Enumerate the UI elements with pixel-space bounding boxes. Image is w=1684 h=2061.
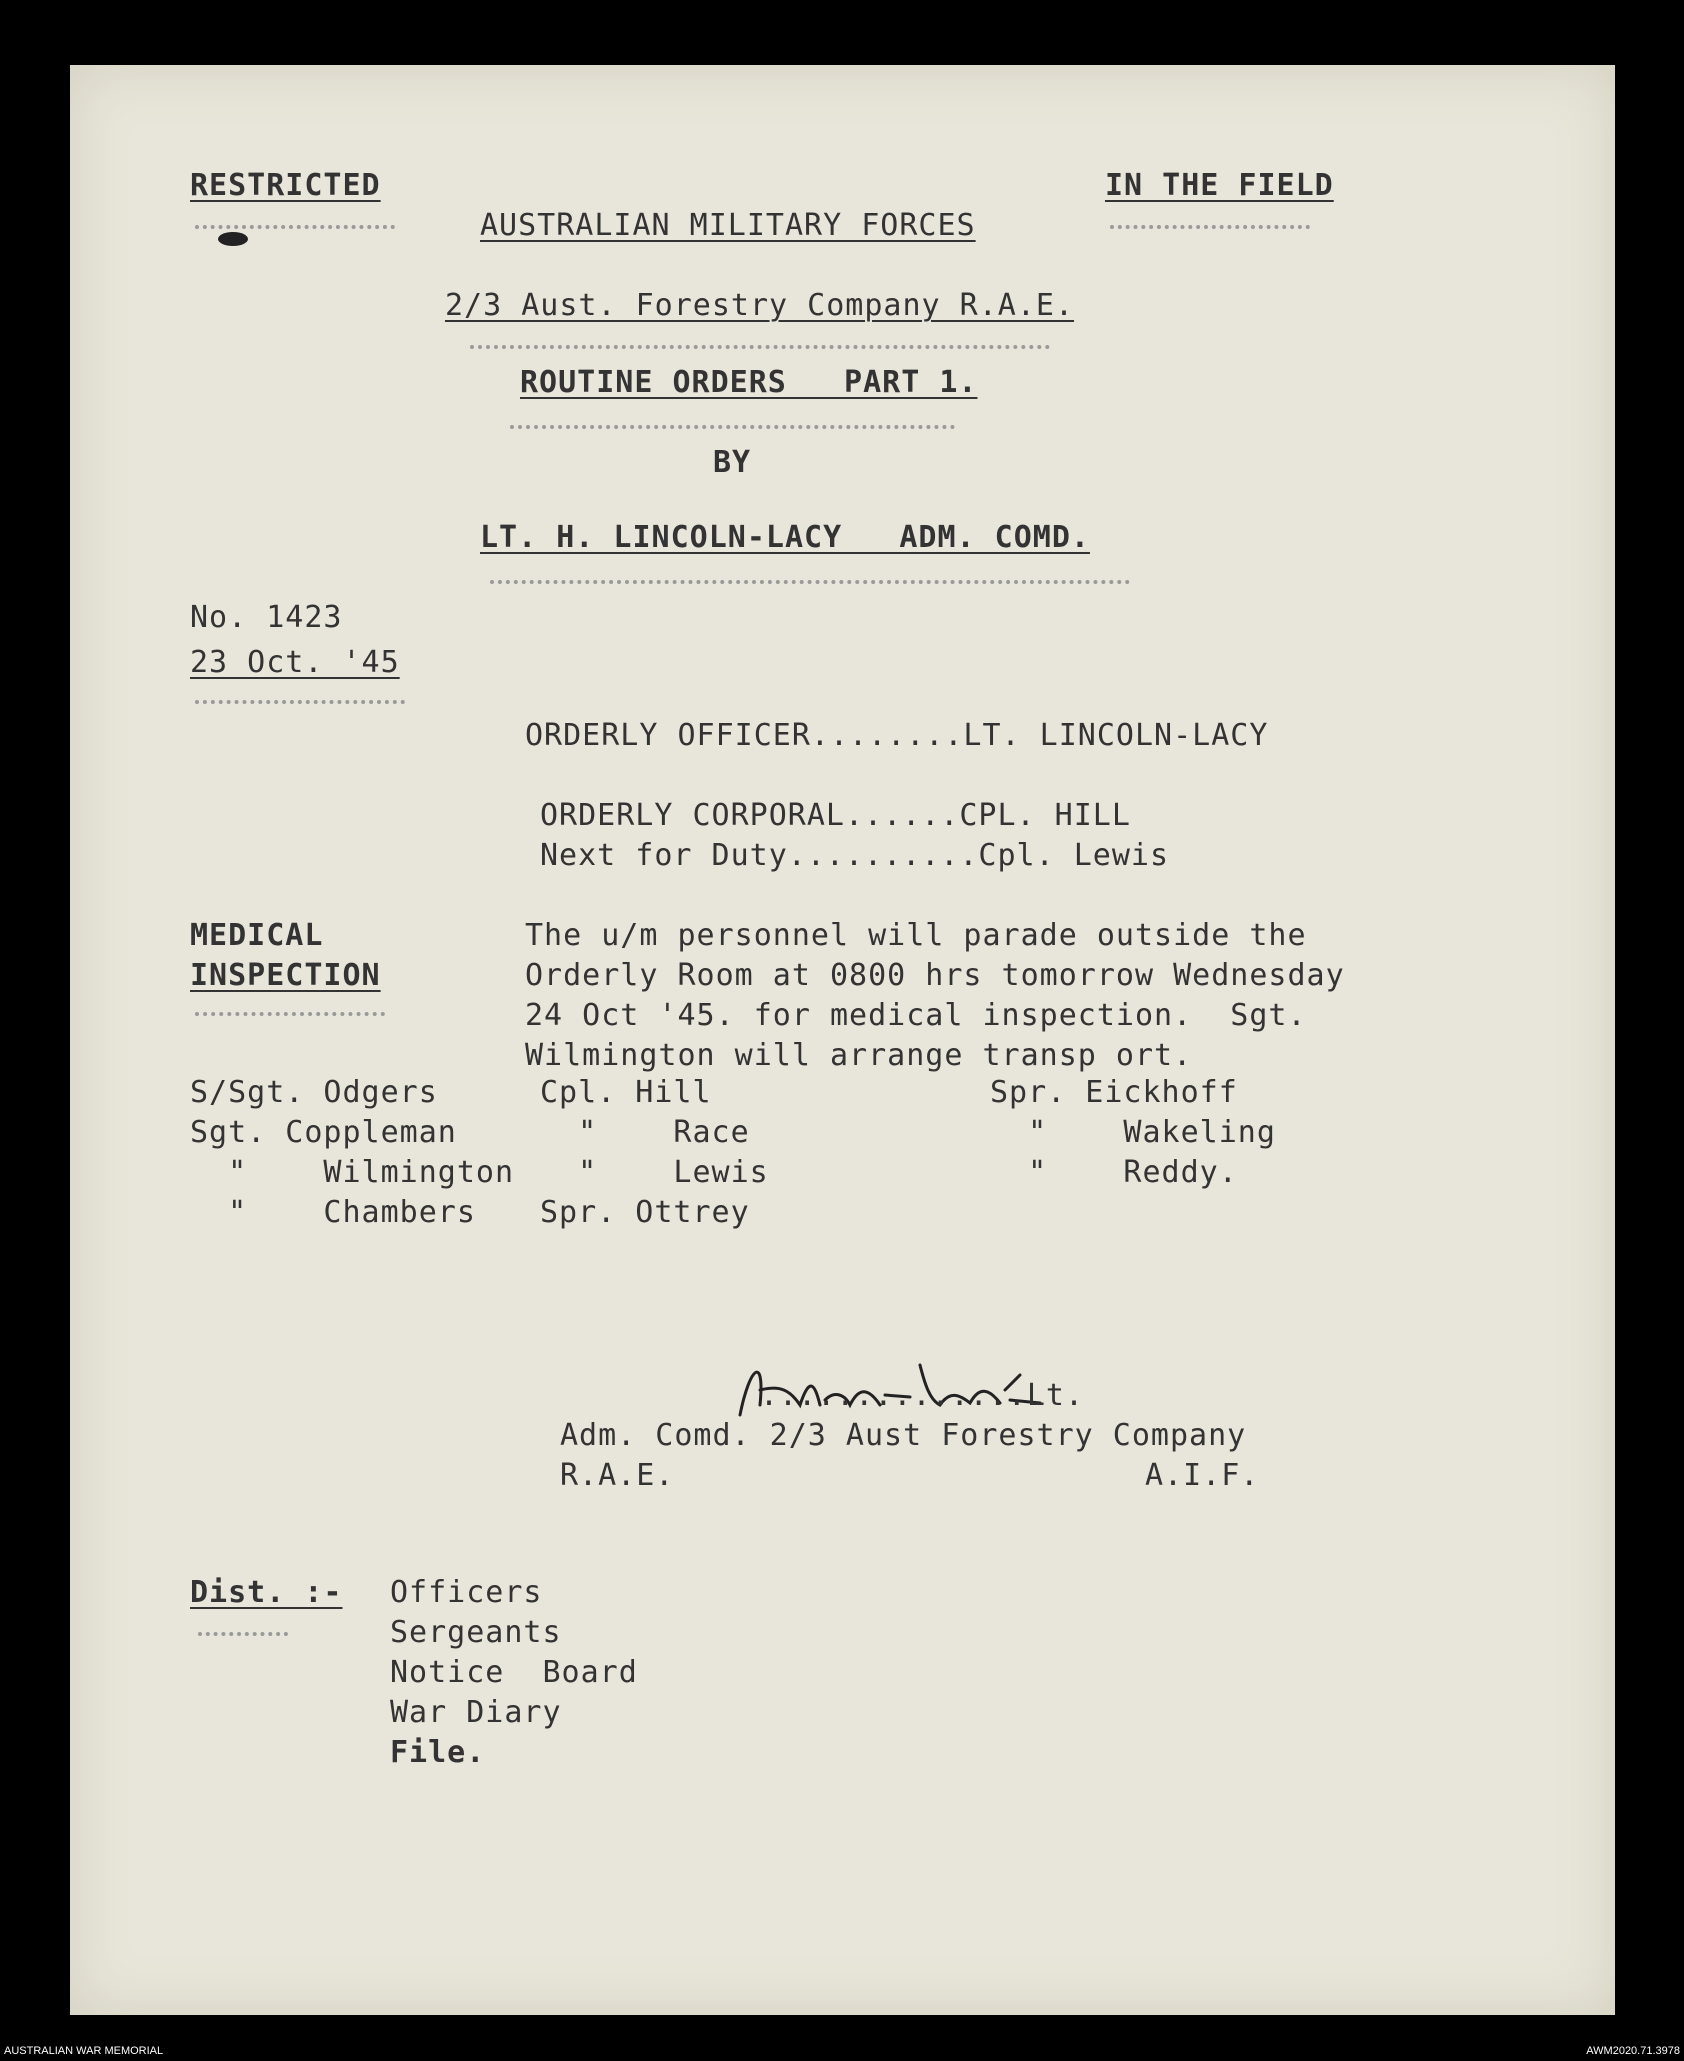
distribution-item-4: File. [390,1735,486,1770]
date-dots [195,700,405,710]
organisation: AUSTRALIAN MILITARY FORCES [480,208,976,243]
medical-line-1: The u/m personnel will parade outside the [525,918,1307,953]
unit-name: 2/3 Aust. Forestry Company R.A.E. [445,288,1075,323]
medical-line-4: Wilmington will arrange transp ort. [525,1038,1193,1073]
unit-dots [470,345,1050,355]
personnel-col1-3: " Chambers [190,1195,476,1230]
signature-line: ..............Lt. [760,1378,1085,1413]
medical-dots [195,1012,385,1022]
orderly-corporal: ORDERLY CORPORAL......CPL. HILL [540,798,1131,833]
classification-dots [195,225,395,235]
footer-accession: AWM2020.71.3978 [1586,2045,1680,2057]
document-title: ROUTINE ORDERS PART 1. [520,365,978,400]
personnel-col3-1: " Wakeling [990,1115,1276,1150]
by-label: BY [713,445,752,480]
distribution-item-2: Notice Board [390,1655,638,1690]
footer-credit: AUSTRALIAN WAR MEMORIAL [4,2045,164,2057]
medical-line-3: 24 Oct '45. for medical inspection. Sgt. [525,998,1307,1033]
orderly-officer: ORDERLY OFFICER........LT. LINCOLN-LACY [525,718,1269,753]
distribution-item-0: Officers [390,1575,543,1610]
personnel-col1-1: Sgt. Coppleman [190,1115,457,1150]
personnel-col2-1: " Race [540,1115,750,1150]
inspection-heading: INSPECTION [190,958,381,993]
personnel-col2-0: Cpl. Hill [540,1075,712,1110]
medical-heading: MEDICAL [190,918,324,953]
location-dots [1110,225,1310,235]
commander: LT. H. LINCOLN-LACY ADM. COMD. [480,520,1090,555]
next-for-duty: Next for Duty..........Cpl. Lewis [540,838,1170,873]
distribution-item-3: War Diary [390,1695,562,1730]
distribution-item-1: Sergeants [390,1615,562,1650]
personnel-col2-3: Spr. Ottrey [540,1195,750,1230]
signature-aif: A.I.F. [1145,1458,1260,1493]
distribution-label: Dist. :- [190,1575,343,1610]
medical-line-2: Orderly Room at 0800 hrs tomorrow Wednesday [525,958,1345,993]
signature-rae: R.A.E. [560,1458,675,1493]
signature-title-line: Adm. Comd. 2/3 Aust Forestry Company [560,1418,1247,1453]
personnel-col1-2: " Wilmington [190,1155,515,1190]
distribution-dots [198,1632,288,1642]
classification: RESTRICTED [190,168,381,203]
commander-dots [490,580,1130,590]
title-dots [510,425,955,435]
order-number: No. 1423 [190,600,343,635]
personnel-col3-0: Spr. Eickhoff [990,1075,1238,1110]
personnel-col1-0: S/Sgt. Odgers [190,1075,438,1110]
location: IN THE FIELD [1105,168,1334,203]
personnel-col3-2: " Reddy. [990,1155,1238,1190]
order-date: 23 Oct. '45 [190,645,400,680]
personnel-col2-2: " Lewis [540,1155,769,1190]
